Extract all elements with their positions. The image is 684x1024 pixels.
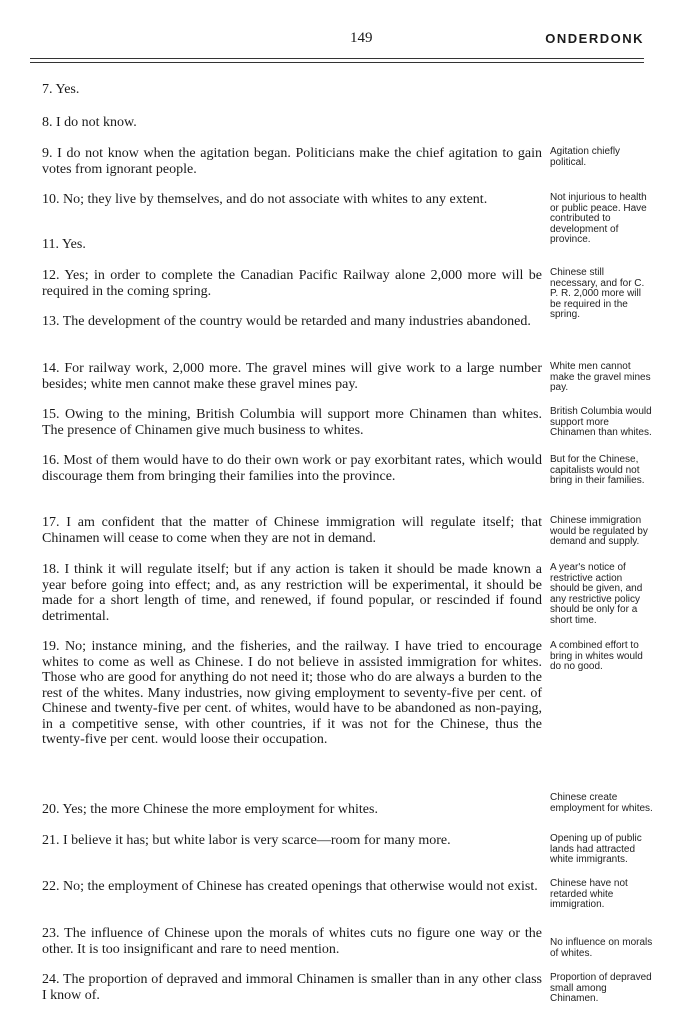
- answer-14: 14. For railway work, 2,000 more. The gravel mines will give work to a large number besides; white men cannot make these gravel mines pay.: [42, 361, 542, 392]
- side-note-20: Chinese create employment for whites.: [550, 792, 653, 814]
- answer-16: 16. Most of them would have to do their own work or pay exorbitant rates, which would discourage them from bringing their families into the province.: [42, 453, 542, 484]
- answer-19: 19. No; instance mining, and the fisheries, and the railway. I have tried to encourage whites to come as well as Chinese. I do not believe in assisted immigration for whites. Those who are good for anything do not need it; those who do are always a burden to the rest of the whites. Many industries, now giving employment to seventy-five per cent. of Chinese and twenty-five per cent. of whites, would have to be abandoned as non-paying, in a competitive sense, with other countries, if it was not for the Chinese, thus the twenty-five per cent. would loose their occupation.: [42, 639, 542, 747]
- answer-23: 23. The influence of Chinese upon the morals of whites cuts no figure one way or the other. It is too insignificant and rare to need mention.: [42, 926, 542, 957]
- answer-17: 17. I am confident that the matter of Chinese immigration will regulate itself; that Chinamen will cease to come when they are not in demand.: [42, 515, 542, 546]
- answer-8: 8. I do not know.: [42, 115, 137, 130]
- answer-21: 21. I believe it has; but white labor is very scarce—room for many more.: [42, 833, 451, 848]
- answer-22: 22. No; the employment of Chinese has created openings that otherwise would not exist.: [42, 879, 538, 894]
- side-note-19: A combined effort to bring in whites would do no good.: [550, 640, 643, 672]
- side-note-24: Proportion of depraved small among Chinamen.: [550, 972, 652, 1004]
- answer-10: 10. No; they live by themselves, and do not associate with whites to any extent.: [42, 192, 488, 207]
- header-rule-top: [30, 58, 644, 59]
- page-number: 149: [350, 30, 373, 46]
- side-note-10: Not injurious to health or public peace. Have contributed to development of province.: [550, 192, 647, 245]
- answer-20: 20. Yes; the more Chinese the more employment for whites.: [42, 802, 378, 817]
- answer-18: 18. I think it will regulate itself; but if any action is taken it should be made known a year before going into effect; and, as any restriction will be experimental, it should be made for a short length of time, and renewed, if found popular, or rescinded if found detrimental.: [42, 562, 542, 624]
- side-note-23: No influence on morals of whites.: [550, 937, 653, 959]
- answer-13: 13. The development of the country would be retarded and many industries abandoned.: [42, 314, 531, 329]
- side-note-12: Chinese still necessary, and for C. P. R. 2,000 more will be required in the spring.: [550, 267, 645, 320]
- answer-7: 7. Yes.: [42, 82, 80, 97]
- header-rule-bottom: [30, 62, 644, 63]
- side-note-21: Opening up of public lands had attracted white immigrants.: [550, 833, 642, 865]
- running-head: ONDERDONK: [545, 31, 644, 46]
- answer-15: 15. Owing to the mining, British Columbia will support more Chinamen than whites. The presence of Chinamen give much business to whites.: [42, 407, 542, 438]
- side-note-9: Agitation chiefly political.: [550, 146, 621, 168]
- side-note-22: Chinese have not retarded white immigration.: [550, 878, 628, 910]
- side-note-16: But for the Chinese, capitalists would not bring in their families.: [550, 454, 645, 486]
- page-header: [30, 28, 654, 50]
- answer-9: 9. I do not know when the agitation began. Politicians make the chief agitation to gain votes from ignorant people.: [42, 146, 542, 177]
- answer-24: 24. The proportion of depraved and immoral Chinamen is smaller than in any other class I know of.: [42, 972, 542, 1003]
- side-note-18: A year's notice of restrictive action should be given, and any restrictive policy should be only for a short time.: [550, 562, 643, 626]
- answer-11: 11. Yes.: [42, 237, 86, 252]
- answer-12: 12. Yes; in order to complete the Canadian Pacific Railway alone 2,000 more will be required in the coming spring.: [42, 268, 542, 299]
- side-note-17: Chinese immigration would be regulated by demand and supply.: [550, 515, 648, 547]
- side-note-14: White men cannot make the gravel mines pay.: [550, 361, 651, 393]
- side-note-15: British Columbia would support more Chinamen than whites.: [550, 406, 652, 438]
